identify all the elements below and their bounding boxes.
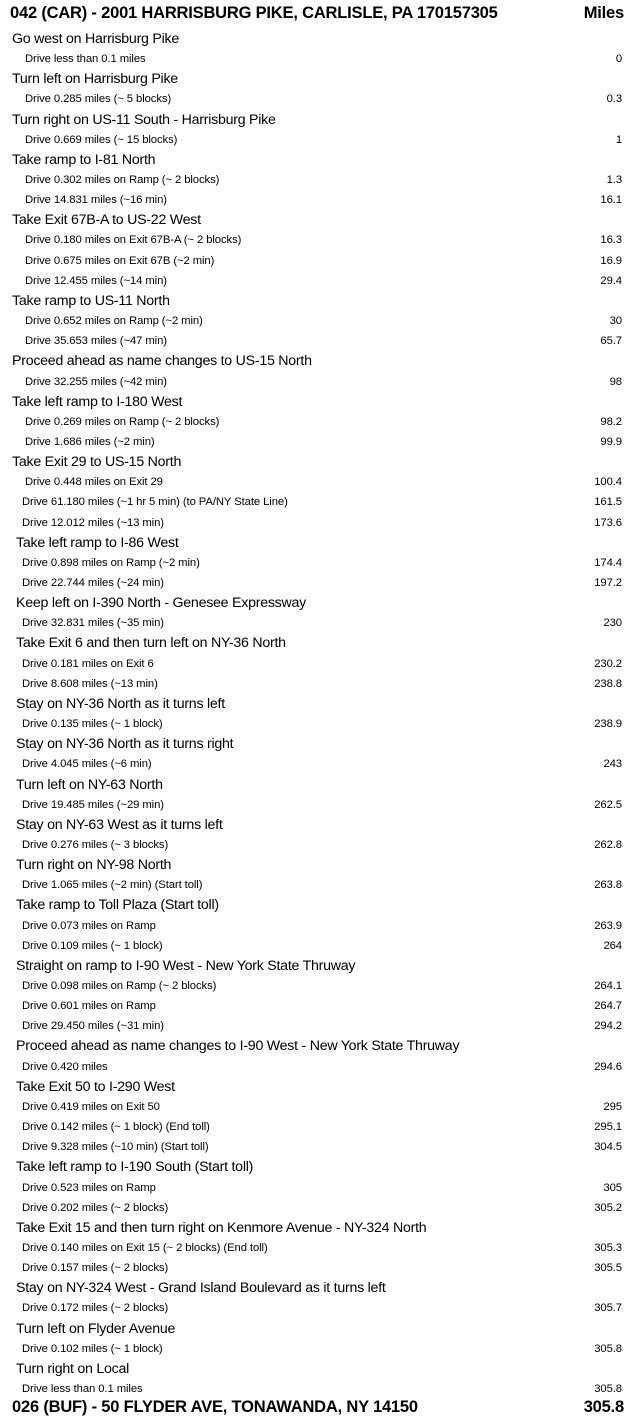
segment-description: Drive less than 0.1 miles — [25, 53, 146, 66]
segment-description: Drive 4.045 miles (~6 min) — [22, 758, 152, 771]
segment-description: Drive 0.140 miles on Exit 15 (~ 2 blocks) (End toll) — [22, 1241, 268, 1254]
cumulative-miles: 264.1 — [594, 980, 622, 992]
segment-description: Drive 22.744 miles (~24 min) — [22, 577, 164, 590]
cumulative-miles: 1 — [615, 133, 622, 146]
cumulative-miles: 238.8 — [594, 677, 622, 690]
step-instruction: Stay on NY-63 West as it turns left — [16, 816, 223, 833]
segment-description: Drive 0.180 miles on Exit 67B-A (~ 2 blocks) — [25, 234, 242, 247]
cumulative-miles: 305 — [603, 1181, 622, 1194]
segment-description: Drive 0.285 miles (~ 5 blocks) — [25, 93, 172, 106]
cumulative-miles: 305.8 — [594, 1342, 622, 1355]
segment-description: Drive 0.898 miles on Ramp (~2 min) — [22, 556, 200, 569]
cumulative-miles: 305.3 — [594, 1241, 622, 1254]
step-instruction: Straight on ramp to I-90 West - New York State Thruway — [16, 957, 356, 974]
cumulative-miles: 0 — [615, 53, 622, 66]
step-instruction: Take left ramp to I-180 West — [12, 393, 183, 410]
segment-description: Drive 32.255 miles (~42 min) — [25, 375, 167, 388]
segment-description: Drive 0.135 miles (~ 1 block) — [22, 718, 163, 731]
step-instruction: Stay on NY-324 West - Grand Island Boulevard as it turns left — [16, 1280, 386, 1297]
segment-description: Drive 8.608 miles (~13 min) — [22, 677, 158, 690]
step-instruction: Proceed ahead as name changes to I-90 West - New York State Thruway — [16, 1038, 460, 1055]
cumulative-miles: 263.9 — [594, 919, 622, 932]
cumulative-miles: 264.7 — [594, 1000, 622, 1013]
segment-description: Drive 32.831 miles (~35 min) — [22, 617, 164, 630]
cumulative-miles: 262.8 — [594, 838, 622, 851]
segment-description: Drive 61.180 miles (~1 hr 5 min) (to PA/NY State Line) — [22, 496, 288, 509]
segment-description: Drive 12.012 miles (~13 min) — [22, 516, 164, 529]
origin-title: 042 (CAR) - 2001 HARRISBURG PIKE, CARLISLE, PA 170157305 — [10, 4, 498, 22]
step-instruction: Take ramp to US-11 North — [12, 292, 170, 309]
segment-description: Drive 14.831 miles (~16 min) — [25, 194, 167, 207]
step-instruction: Turn right on US-11 South - Harrisburg Pike — [12, 111, 276, 128]
cumulative-miles: 264 — [603, 939, 622, 952]
segment-description: Drive 0.269 miles on Ramp (~ 2 blocks) — [25, 415, 220, 428]
segment-description: Drive 0.202 miles (~ 2 blocks) — [22, 1201, 169, 1214]
cumulative-miles: 99.9 — [600, 435, 622, 448]
cumulative-miles: 305.5 — [594, 1262, 622, 1275]
cumulative-miles: 230.2 — [594, 657, 622, 670]
cumulative-miles: 262.5 — [594, 798, 622, 811]
destination-title: 026 (BUF) - 50 FLYDER AVE, TONAWANDA, NY 14150 — [12, 1398, 418, 1416]
cumulative-miles: 305.2 — [594, 1201, 622, 1214]
segment-description: Drive 0.419 miles on Exit 50 — [22, 1100, 160, 1113]
segment-description: Drive 12.455 miles (~14 min) — [25, 274, 167, 287]
cumulative-miles: 174.4 — [594, 556, 622, 569]
segment-description: Drive 0.601 miles on Ramp — [22, 1000, 156, 1013]
step-instruction: Take Exit 50 to I-290 West — [16, 1078, 175, 1095]
segment-description: Drive 29.450 miles (~31 min) — [22, 1020, 164, 1033]
step-instruction: Turn right on NY-98 North — [16, 857, 172, 874]
segment-description: Drive 0.181 miles on Exit 6 — [22, 657, 154, 670]
segment-description: Drive 9.328 miles (~10 min) (Start toll) — [22, 1141, 209, 1154]
step-instruction: Stay on NY-36 North as it turns right — [16, 736, 234, 753]
cumulative-miles: 295.1 — [594, 1121, 622, 1134]
step-instruction: Take Exit 6 and then turn left on NY-36 North — [16, 635, 286, 652]
segment-description: Drive 0.157 miles (~ 2 blocks) — [22, 1262, 169, 1275]
cumulative-miles: 16.1 — [600, 194, 622, 207]
step-instruction: Take left ramp to I-190 South (Start toll) — [16, 1159, 254, 1176]
segment-description: Drive 19.485 miles (~29 min) — [22, 798, 164, 811]
segment-description: Drive 0.172 miles (~ 2 blocks) — [22, 1302, 169, 1315]
segment-description: Drive 0.652 miles on Ramp (~2 min) — [25, 315, 203, 328]
step-instruction: Turn left on Flyder Avenue — [16, 1320, 176, 1337]
miles-column-header: Miles — [583, 4, 624, 22]
cumulative-miles: 305.7 — [594, 1302, 622, 1315]
segment-description: Drive 0.420 miles — [22, 1060, 108, 1073]
cumulative-miles: 263.8 — [594, 879, 622, 892]
step-instruction: Proceed ahead as name changes to US-15 North — [12, 353, 312, 370]
cumulative-miles: 305.8 — [594, 1383, 622, 1395]
step-instruction: Take left ramp to I-86 West — [16, 534, 179, 551]
cumulative-miles: 0.3 — [606, 93, 622, 106]
cumulative-miles: 230 — [603, 617, 622, 630]
step-instruction: Take ramp to I-81 North — [12, 151, 156, 168]
segment-description: Drive 0.302 miles on Ramp (~ 2 blocks) — [25, 174, 220, 187]
step-instruction: Stay on NY-36 North as it turns left — [16, 695, 225, 712]
segment-description: Drive 0.675 miles on Exit 67B (~2 min) — [25, 254, 215, 267]
segment-description: Drive 0.448 miles on Exit 29 — [25, 476, 163, 489]
cumulative-miles: 243 — [603, 758, 622, 771]
cumulative-miles: 30 — [609, 315, 622, 328]
step-instruction: Take Exit 15 and then turn right on Kenmore Avenue - NY-324 North — [16, 1219, 427, 1236]
segment-description: Drive 1.065 miles (~2 min) (Start toll) — [22, 879, 203, 892]
cumulative-miles: 304.5 — [594, 1141, 622, 1154]
cumulative-miles: 295 — [603, 1100, 622, 1113]
step-instruction: Take ramp to Toll Plaza (Start toll) — [16, 897, 219, 914]
step-instruction: Turn left on Harrisburg Pike — [12, 71, 178, 88]
cumulative-miles: 16.3 — [600, 234, 622, 247]
cumulative-miles: 98 — [609, 375, 622, 388]
cumulative-miles: 16.9 — [600, 254, 622, 267]
cumulative-miles: 100.4 — [594, 476, 622, 489]
segment-description: Drive 35.653 miles (~47 min) — [25, 335, 167, 348]
segment-description: Drive 0.142 miles (~ 1 block) (End toll) — [22, 1121, 210, 1134]
cumulative-miles: 29.4 — [600, 274, 622, 287]
step-instruction: Keep left on I-390 North - Genesee Expressway — [16, 595, 306, 612]
segment-description: Drive 0.276 miles (~ 3 blocks) — [22, 838, 169, 851]
cumulative-miles: 98.2 — [600, 415, 622, 428]
cumulative-miles: 294.6 — [594, 1060, 622, 1073]
segment-description: Drive less than 0.1 miles — [22, 1383, 143, 1395]
cumulative-miles: 197.2 — [594, 577, 622, 590]
segment-description: Drive 0.098 miles on Ramp (~ 2 blocks) — [22, 980, 217, 992]
segment-description: Drive 0.523 miles on Ramp — [22, 1181, 156, 1194]
cumulative-miles: 294.2 — [594, 1020, 622, 1033]
total-miles: 305.8 — [583, 1398, 624, 1416]
step-instruction: Turn left on NY-63 North — [16, 776, 163, 793]
segment-description: Drive 0.109 miles (~ 1 block) — [22, 939, 163, 952]
cumulative-miles: 1.3 — [606, 174, 622, 187]
segment-description: Drive 0.073 miles on Ramp — [22, 919, 156, 932]
cumulative-miles: 173.6 — [594, 516, 622, 529]
cumulative-miles: 65.7 — [600, 335, 622, 348]
step-instruction: Take Exit 29 to US-15 North — [12, 454, 182, 471]
step-instruction: Take Exit 67B-A to US-22 West — [12, 212, 201, 229]
step-instruction: Go west on Harrisburg Pike — [12, 31, 179, 47]
segment-description: Drive 0.669 miles (~ 15 blocks) — [25, 133, 178, 146]
cumulative-miles: 238.9 — [594, 718, 622, 731]
segment-description: Drive 1.686 miles (~2 min) — [25, 435, 155, 448]
segment-description: Drive 0.102 miles (~ 1 block) — [22, 1342, 163, 1355]
cumulative-miles: 161.5 — [594, 496, 622, 509]
step-instruction: Turn right on Local — [16, 1360, 130, 1377]
